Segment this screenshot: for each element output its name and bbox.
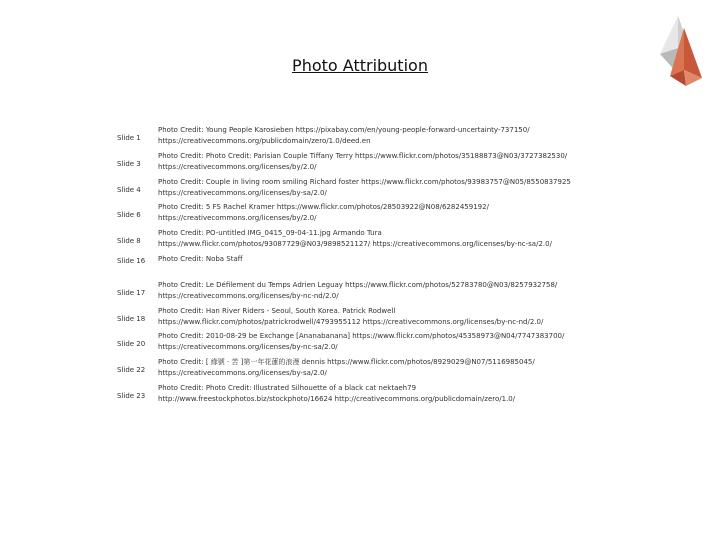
credit-line: https://creativecommons.org/publicdomain/zero/1.0/deed.en — [158, 137, 371, 145]
slide-label: Slide 4 — [117, 185, 141, 194]
slide-label: Slide 20 — [117, 340, 146, 349]
slide-label: Slide 23 — [117, 392, 146, 400]
credit-line: Photo Credit: Noba Staff — [158, 255, 243, 263]
slide-label: Slide 16 — [117, 257, 146, 265]
faceted-triangle-logo-icon — [648, 14, 704, 88]
photo-credit — [158, 228, 708, 250]
credit-line: https://www.flickr.com/photos/patrickrodwell/4793955112 https://creativecommons.org/licenses/by-nc-nd/2.0/ — [158, 317, 544, 326]
slide-label: Slide 6 — [117, 211, 141, 220]
credit-line: Photo Credit: Young People Karosieben https://pixabay.com/en/young-people-forward-uncertainty-737150/ — [158, 126, 530, 134]
credit-line: https://creativecommons.org/licenses/by-sa/2.0/ — [158, 369, 327, 378]
slide-label: Slide 3 — [117, 159, 141, 168]
photo-credit — [158, 306, 708, 328]
credit-line: https://www.flickr.com/photos/93087729@N03/9898521127/ https://creativecommons.org/licenses/by-nc-sa/2.0/ — [158, 240, 552, 249]
credit-line: https://creativecommons.org/licenses/by-nc-nd/2.0/ — [158, 291, 339, 300]
credit-line: https://creativecommons.org/licenses/by/2.0/ — [158, 162, 317, 171]
photo-credit — [158, 151, 708, 173]
credit-line: Photo Credit: Couple in living room smiling Richard foster https://www.flickr.com/photos/93983757@N05/8550837925 — [158, 177, 571, 186]
credit-line: Photo Credit: 5 FS Rachel Kramer https://www.flickr.com/photos/28503922@N08/6282459192/ — [158, 203, 489, 212]
page-title: Photo Attribution — [292, 56, 428, 75]
credit-line: Photo Credit: PO-untitled IMG_0415_09-04-11.jpg Armando Tura — [158, 229, 382, 238]
photo-credit — [158, 177, 708, 199]
slide-label: Slide 17 — [117, 288, 146, 297]
photo-credit — [158, 331, 708, 353]
photo-credit — [158, 357, 708, 379]
credit-line: Photo Credit: Photo Credit: Parisian Couple Tiffany Terry https://www.flickr.com/photos/35188873@N03/3727382530/ — [158, 151, 568, 160]
credit-line: https://creativecommons.org/licenses/by/2.0/ — [158, 214, 317, 223]
credit-line: Photo Credit: 2010-08-29 be Exchange [Ananabanana] https://www.flickr.com/photos/45358973@N04/7747383700/ — [158, 332, 565, 341]
credit-line: Photo Credit: [ 緣號 · 苦 ]第一年花蓮的浪漫 dennis https://www.flickr.com/photos/8929029@N07/5116985045/ — [158, 358, 535, 367]
credit-line: https://creativecommons.org/licenses/by-nc-sa/2.0/ — [158, 343, 338, 352]
photo-credit — [158, 280, 708, 302]
slide-label: Slide 22 — [117, 366, 146, 375]
photo-credit — [158, 383, 708, 405]
credit-line: Photo Credit: Han River Riders - Seoul, South Korea. Patrick Rodwell — [158, 306, 396, 315]
credit-line: http://www.freestockphotos.biz/stockphoto/16624 http://creativecommons.org/publicdomain/zero/1.0/ — [158, 395, 516, 403]
photo-credit — [158, 125, 708, 147]
slide-label: Slide 8 — [117, 237, 141, 246]
credit-line: Photo Credit: Le Défilement du Temps Adrien Leguay https://www.flickr.com/photos/52783780@N03/8257932758/ — [158, 280, 558, 289]
slide-label: Slide 1 — [117, 134, 141, 142]
credit-line: Photo Credit: Photo Credit: Illustrated Silhouette of a black cat nektaeh79 — [158, 384, 417, 392]
slide-label: Slide 18 — [117, 314, 146, 323]
photo-credit — [158, 254, 708, 265]
photo-credit — [158, 202, 708, 224]
credit-line: https://creativecommons.org/licenses/by-sa/2.0/ — [158, 188, 327, 197]
